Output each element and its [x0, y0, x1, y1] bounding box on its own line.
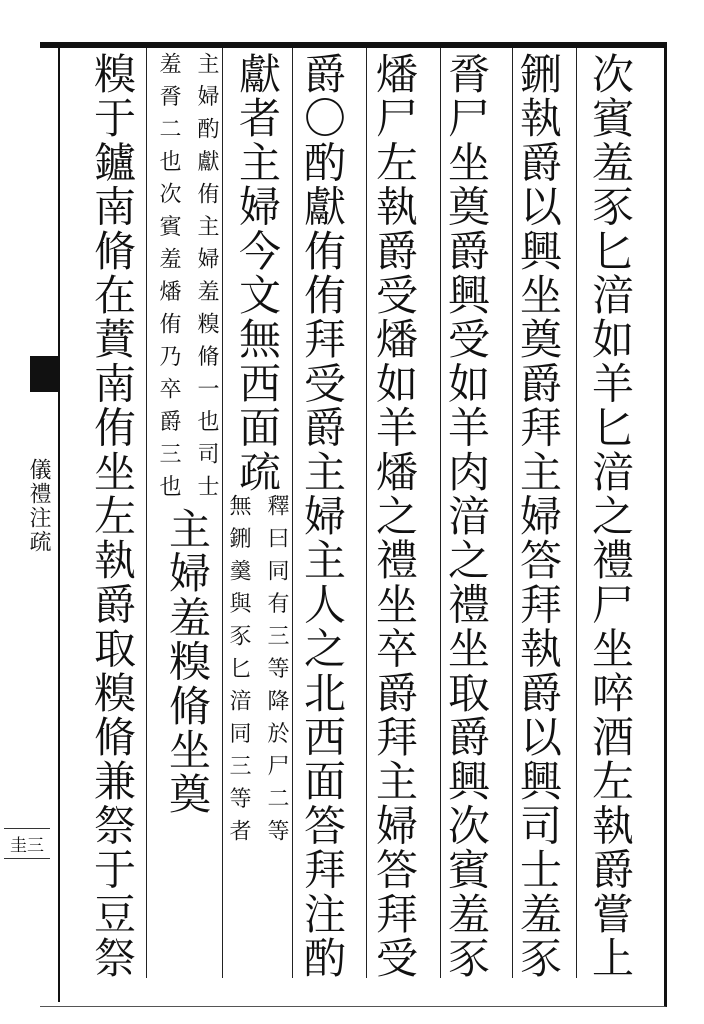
folio-number: 圭三 [4, 828, 50, 859]
text-column-3: 脀尸坐奠爵興受如羊肉湆之禮坐取爵興次賓羞豕 [442, 52, 491, 981]
col6-main-text: 獻者主婦今文無西面疏 [233, 52, 282, 494]
text-column-6 [216, 52, 292, 972]
text-column-2: 鉶執爵以興坐奠爵拜主婦答拜執爵以興司士羞豕 [514, 52, 563, 981]
col6-commentary [222, 494, 292, 852]
col7-note-right: 主婦酌獻侑主婦羞糗脩一也司士 [194, 52, 219, 507]
col7-note-left: 羞脀二也次賓羞燔侑乃卒爵三也 [156, 52, 181, 507]
text-column-1: 次賓羞豕匕湆如羊匕湆之禮尸坐啐酒左執爵嘗上 [586, 52, 635, 981]
column-rule [576, 48, 577, 978]
text-column-4: 燔尸左執爵受燔如羊燔之禮坐卒爵拜主婦答拜受 [370, 52, 419, 981]
text-column-5: 爵〇酌獻侑侑拜受爵主婦主人之北西面答拜注酌 [298, 52, 347, 981]
col7-commentary [152, 52, 222, 507]
column-rule [146, 48, 147, 978]
text-column-7 [148, 52, 222, 972]
column-rule [292, 48, 293, 978]
col6-stack [222, 52, 292, 972]
column-rule [366, 48, 367, 978]
col6-note-right: 釋曰同有三等降於尸二等 [264, 494, 289, 852]
text-column-8: 糗于鑪南脩在蕡南侑坐左執爵取糗脩兼祭于豆祭 [88, 52, 137, 981]
book-title: 儀禮注疏 [26, 458, 51, 554]
col7-main-text: 主婦羞糗脩坐奠 [163, 507, 212, 817]
col6-note-left: 無鉶羹與豕匕湆同三等者 [226, 494, 251, 852]
